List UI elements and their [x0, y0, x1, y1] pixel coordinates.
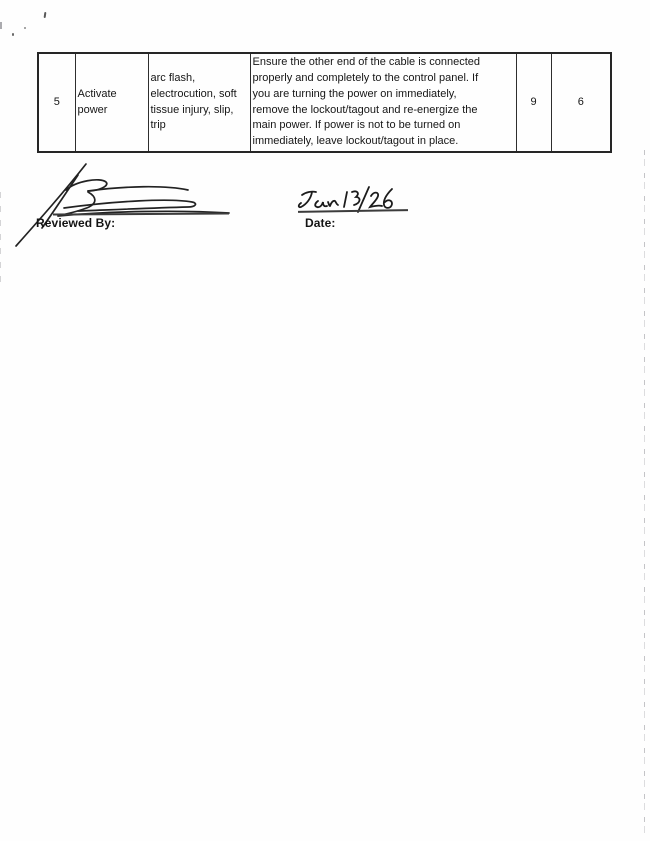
scan-edge-artifact-left: [0, 192, 1, 287]
date-label: Date:: [305, 216, 336, 230]
step-number-cell: 5: [38, 53, 75, 152]
scan-speck: [12, 33, 14, 36]
hazards-cell: arc flash, electrocution, soft tissue injury, slip, trip: [148, 53, 250, 152]
rating-cell-1: 9: [516, 53, 551, 152]
scan-speck: [0, 22, 2, 29]
scan-speck: [24, 27, 26, 29]
rating-cell-2: 6: [551, 53, 611, 152]
controls-cell: Ensure the other end of the cable is connected properly and completely to the control panel. If you are turning the power on immediately, remove the lockout/tagout and re-energize the main power. If power is not to be turned on immediately, leave lockout/tagout in place.: [250, 53, 516, 152]
table-row: [38, 53, 611, 152]
scan-edge-artifact-right: [644, 150, 645, 840]
scan-speck: [44, 12, 47, 18]
task-cell: Activate power: [75, 53, 148, 152]
reviewed-by-label: Reviewed By:: [36, 216, 116, 230]
handwritten-signature: [8, 156, 234, 252]
hazard-table: [37, 52, 612, 153]
